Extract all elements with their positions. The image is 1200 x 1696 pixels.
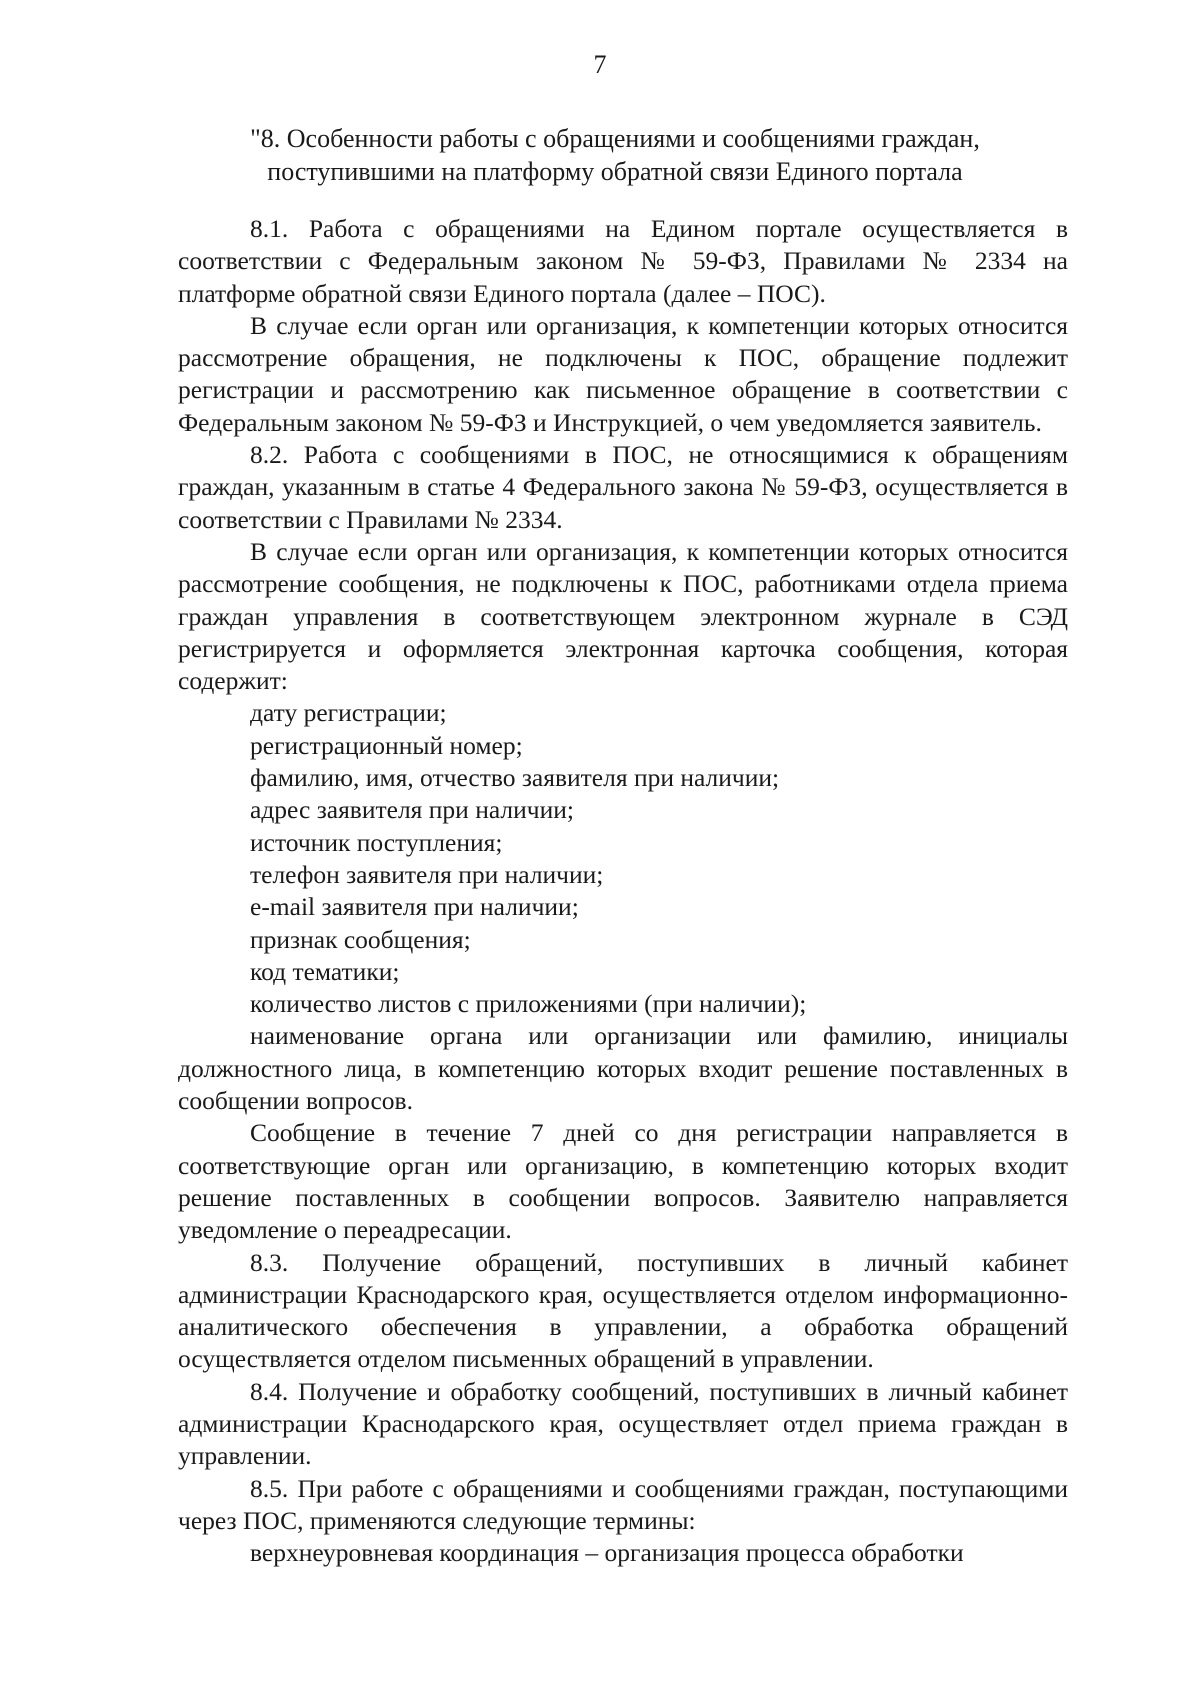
list-item: адрес заявителя при наличии; [250,795,574,825]
card-fields-list [178,697,1068,1020]
list-item: признак сообщения; [250,924,471,954]
list-item: количество листов с приложениями (при наличии); [250,989,807,1019]
paragraph-8-1: 8.1. Работа с обращениями на Едином портале осуществляется в соответствии с Федеральным законом № 59-ФЗ, Правилами № 2334 на платформе обратной связи Единого портала (далее – ПОС). [178,214,1068,308]
paragraph-8-1-unconnected-case: В случае если орган или организация, к компетенции которых относится рассмотрение обращения, не подключены к ПОС, обращение подлежит регистрации и рассмотрению как письменное обращение в соответствии с Федеральным законом № 59-ФЗ и Инструкцией, о чем уведомляется заявитель. [178,310,1068,437]
list-item: фамилию, имя, отчество заявителя при наличии; [250,763,780,793]
document-body [178,213,1068,1569]
section-heading-line-1: "8. Особенности работы с обращениями и сообщениями граждан, [250,124,980,153]
list-item: телефон заявителя при наличии; [250,859,604,889]
paragraph-forwarding: Сообщение в течение 7 дней со дня регистрации направляется в соответствующие орган или организацию, в компетенцию которых входит решение поставленных в сообщении вопросов. Заявителю направляется уведомление о переадресации. [178,1118,1068,1245]
paragraph-8-2-unconnected-case: В случае если орган или организация, к компетенции которых относится рассмотрение сообщения, не подключены к ПОС, работниками отдела приема граждан управления в соответствующем электронном журнале в СЭД регистрируется и оформляется электронная карточка сообщения, которая содержит: [178,536,1068,696]
paragraph-recipient-name: наименование органа или организации или фамилию, инициалы должностного лица, в компетенцию которых входит решение поставленных в сообщении вопросов. [178,1021,1068,1116]
list-item: дату регистрации; [250,698,447,728]
list-item: код тематики; [250,956,400,986]
paragraph-term-definition: верхнеуровневая координация – организация процесса обработки [250,1538,964,1568]
paragraph-8-3: 8.3. Получение обращений, поступивших в личный кабинет администрации Краснодарского края, осуществляется отделом информационно-аналитического обеспечения в управлении, а обработка обращений осуществляется отделом письменных обращений в управлении. [178,1247,1068,1374]
list-item: e-mail заявителя при наличии; [250,892,579,922]
paragraph-8-5: 8.5. При работе с обращениями и сообщениями граждан, поступающими через ПОС, применяются следующие термины: [178,1473,1068,1535]
list-item: регистрационный номер; [250,730,523,760]
paragraph-8-2: 8.2. Работа с сообщениями в ПОС, не относящимися к обращениям граждан, указанным в статье 4 Федерального закона № 59-ФЗ, осуществляется в соответствии с Правилами № 2334. [178,440,1068,534]
section-heading [180,122,1050,188]
paragraph-8-4: 8.4. Получение и обработку сообщений, поступивших в личный кабинет администрации Краснодарского края, осуществляет отдел приема граждан в управлении. [178,1376,1068,1471]
section-heading-line-2: поступившими на платформу обратной связи Единого портала [267,157,963,186]
list-item: источник поступления; [250,827,503,857]
page-number: 7 [593,50,607,79]
